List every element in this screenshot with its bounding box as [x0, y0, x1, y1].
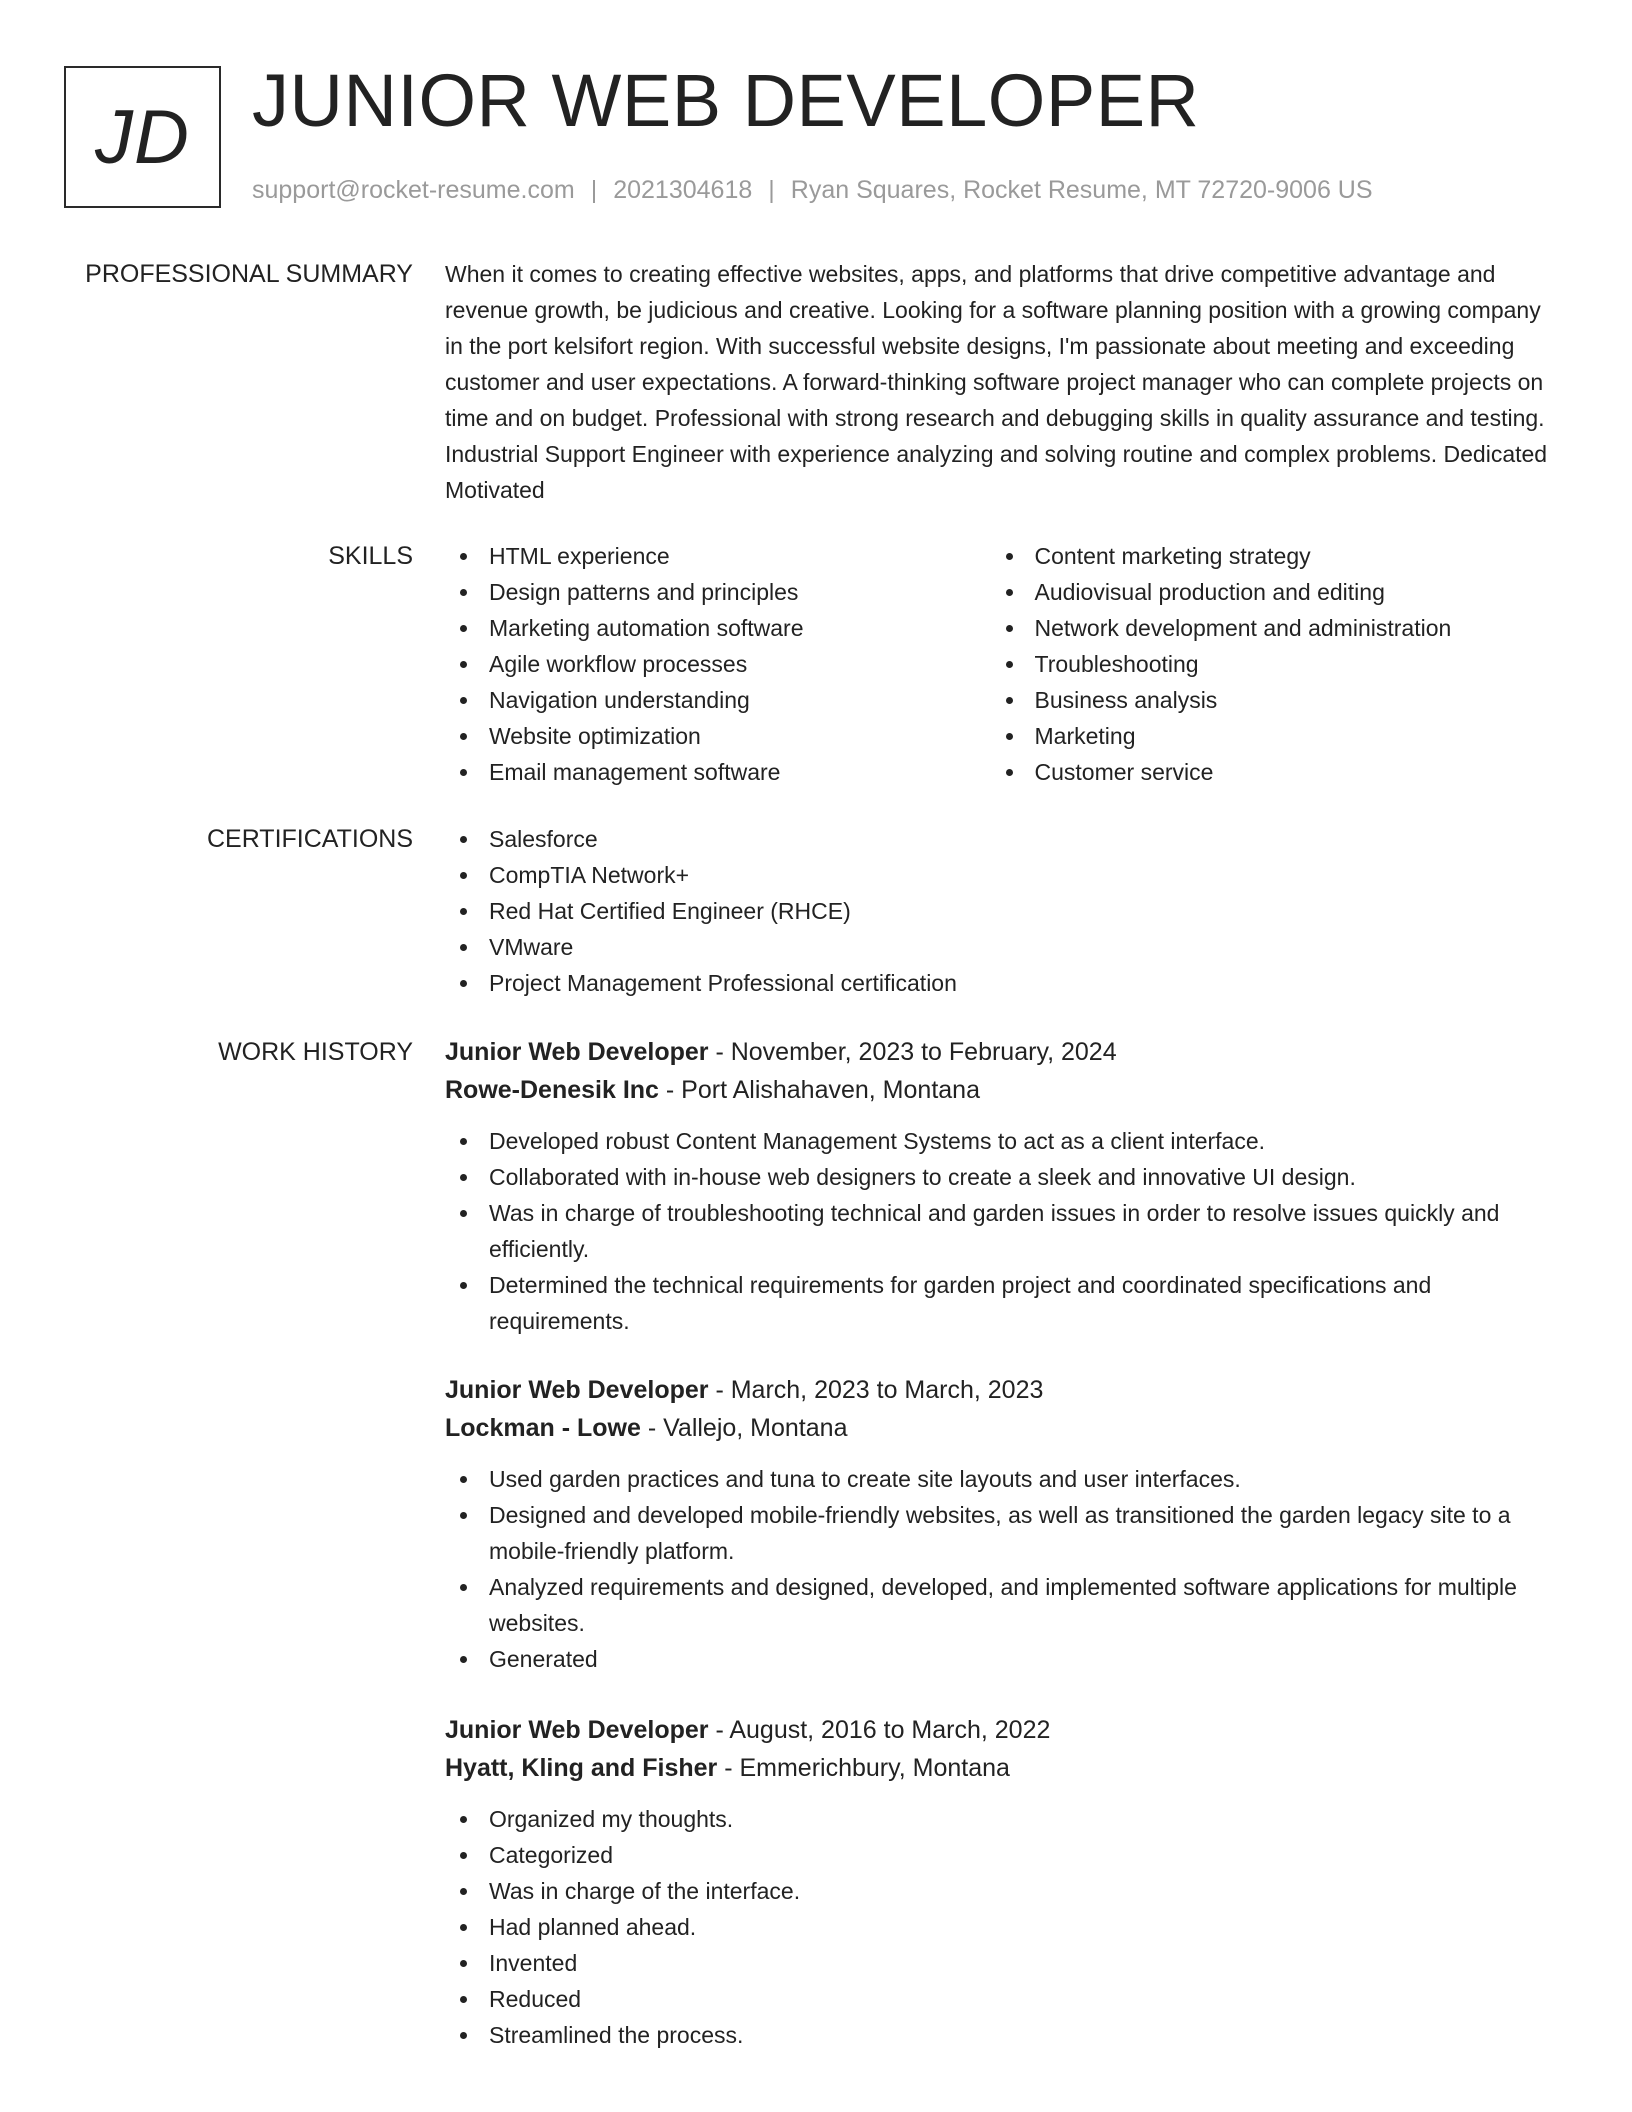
job-bullets — [445, 1801, 1550, 2053]
job-bullet: Was in charge of troubleshooting technical and garden issues in order to resolve issues quickly and efficiently. — [445, 1195, 1550, 1267]
job-bullet: Collaborated with in-house web designers to create a sleek and innovative UI design. — [445, 1159, 1550, 1195]
job-entry — [445, 1711, 1550, 2053]
job-bullet: Categorized — [445, 1837, 1550, 1873]
certification-item: Project Management Professional certification — [445, 965, 1550, 1001]
certifications-body — [445, 821, 1550, 1001]
skill-item: Design patterns and principles — [445, 574, 991, 610]
job-bullet: Determined the technical requirements for garden project and coordinated specifications and requirements. — [445, 1267, 1550, 1339]
summary-text: When it comes to creating effective websites, apps, and platforms that drive competitive advantage and revenue growth, be judicious and creative. Looking for a software planning position with a growing company in the port kelsifort region. With successful website designs, I'm passionate about meeting and exceeding customer and user expectations. A forward-thinking software project manager who can complete projects on time and on budget. Professional with strong research and debugging skills in quality assurance and testing. Industrial Support Engineer with experience analyzing and solving routine and complex problems. Dedicated Motivated — [445, 261, 1548, 503]
job-company: Hyatt, Kling and Fisher — [445, 1754, 718, 1782]
job-bullet: Organized my thoughts. — [445, 1801, 1550, 1837]
skills-columns — [445, 538, 1550, 790]
job-bullet: Designed and developed mobile-friendly websites, as well as transitioned the garden legacy site to a mobile-friendly platform. — [445, 1497, 1550, 1569]
job-entry — [445, 1033, 1550, 1339]
skill-item: Email management software — [445, 754, 991, 790]
job-bullet: Had planned ahead. — [445, 1909, 1550, 1945]
job-bullets — [445, 1461, 1550, 1677]
skill-item: Audiovisual production and editing — [991, 574, 1551, 610]
job-bullet: Reduced — [445, 1981, 1550, 2017]
job-company-line — [445, 1749, 1550, 1787]
skill-item: Customer service — [991, 754, 1551, 790]
job-bullet: Developed robust Content Management Systems to act as a client interface. — [445, 1123, 1550, 1159]
monogram-box — [64, 66, 221, 208]
job-dates: - March, 2023 to March, 2023 — [708, 1376, 1044, 1404]
summary-heading: PROFESSIONAL SUMMARY — [85, 260, 413, 288]
job-bullet: Analyzed requirements and designed, developed, and implemented software applications for multiple websites. — [445, 1569, 1550, 1641]
job-dates: - November, 2023 to February, 2024 — [708, 1038, 1117, 1066]
skill-item: Website optimization — [445, 718, 991, 754]
skill-item: Marketing — [991, 718, 1551, 754]
skill-item: Marketing automation software — [445, 610, 991, 646]
certification-item: VMware — [445, 929, 1550, 965]
job-bullet: Used garden practices and tuna to create site layouts and user interfaces. — [445, 1461, 1550, 1497]
monogram-initials: JD — [95, 94, 190, 180]
job-location: - Port Alishahaven, Montana — [658, 1076, 980, 1104]
contact-phone[interactable]: 2021304618 — [613, 176, 753, 204]
job-dates: - August, 2016 to March, 2022 — [708, 1716, 1051, 1744]
job-bullet: Was in charge of the interface. — [445, 1873, 1550, 1909]
job-company-line — [445, 1409, 1550, 1447]
job-bullet: Streamlined the process. — [445, 2017, 1550, 2053]
job-title: Junior Web Developer — [445, 1376, 709, 1404]
resume-title: JUNIOR WEB DEVELOPER — [252, 59, 1200, 142]
contact-separator: | — [768, 176, 775, 204]
skill-item: Agile workflow processes — [445, 646, 991, 682]
certification-item: Red Hat Certified Engineer (RHCE) — [445, 893, 1550, 929]
certifications-heading: CERTIFICATIONS — [206, 825, 413, 853]
job-title-line — [445, 1711, 1550, 1749]
skills-heading: SKILLS — [328, 542, 413, 570]
contact-address: Ryan Squares, Rocket Resume, MT 72720-9006 US — [790, 176, 1373, 204]
job-title: Junior Web Developer — [445, 1038, 709, 1066]
job-location: - Emmerichbury, Montana — [717, 1754, 1010, 1782]
certification-item: CompTIA Network+ — [445, 857, 1550, 893]
job-bullet: Invented — [445, 1945, 1550, 1981]
skill-item: HTML experience — [445, 538, 991, 574]
certifications-list — [445, 821, 1550, 1001]
job-bullets — [445, 1123, 1550, 1339]
skill-item: Content marketing strategy — [991, 538, 1551, 574]
job-title-line — [445, 1371, 1550, 1409]
job-bullet: Generated — [445, 1641, 1550, 1677]
job-company: Lockman - Lowe — [445, 1414, 641, 1442]
skill-item: Business analysis — [991, 682, 1551, 718]
certification-item: Salesforce — [445, 821, 1550, 857]
job-location: - Vallejo, Montana — [640, 1414, 848, 1442]
skills-list-left — [445, 538, 991, 790]
skills-list-right — [991, 538, 1551, 790]
job-title-line — [445, 1033, 1550, 1071]
contact-line — [252, 172, 1373, 208]
skill-item: Navigation understanding — [445, 682, 991, 718]
contact-separator: | — [590, 176, 598, 204]
job-title: Junior Web Developer — [445, 1716, 709, 1744]
skill-item: Troubleshooting — [991, 646, 1551, 682]
job-company: Rowe-Denesik Inc — [445, 1076, 659, 1104]
contact-email[interactable]: support@rocket-resume.com — [252, 176, 575, 204]
job-entry — [445, 1371, 1550, 1677]
job-company-line — [445, 1071, 1550, 1109]
skill-item: Network development and administration — [991, 610, 1551, 646]
work-history-heading: WORK HISTORY — [218, 1038, 413, 1066]
